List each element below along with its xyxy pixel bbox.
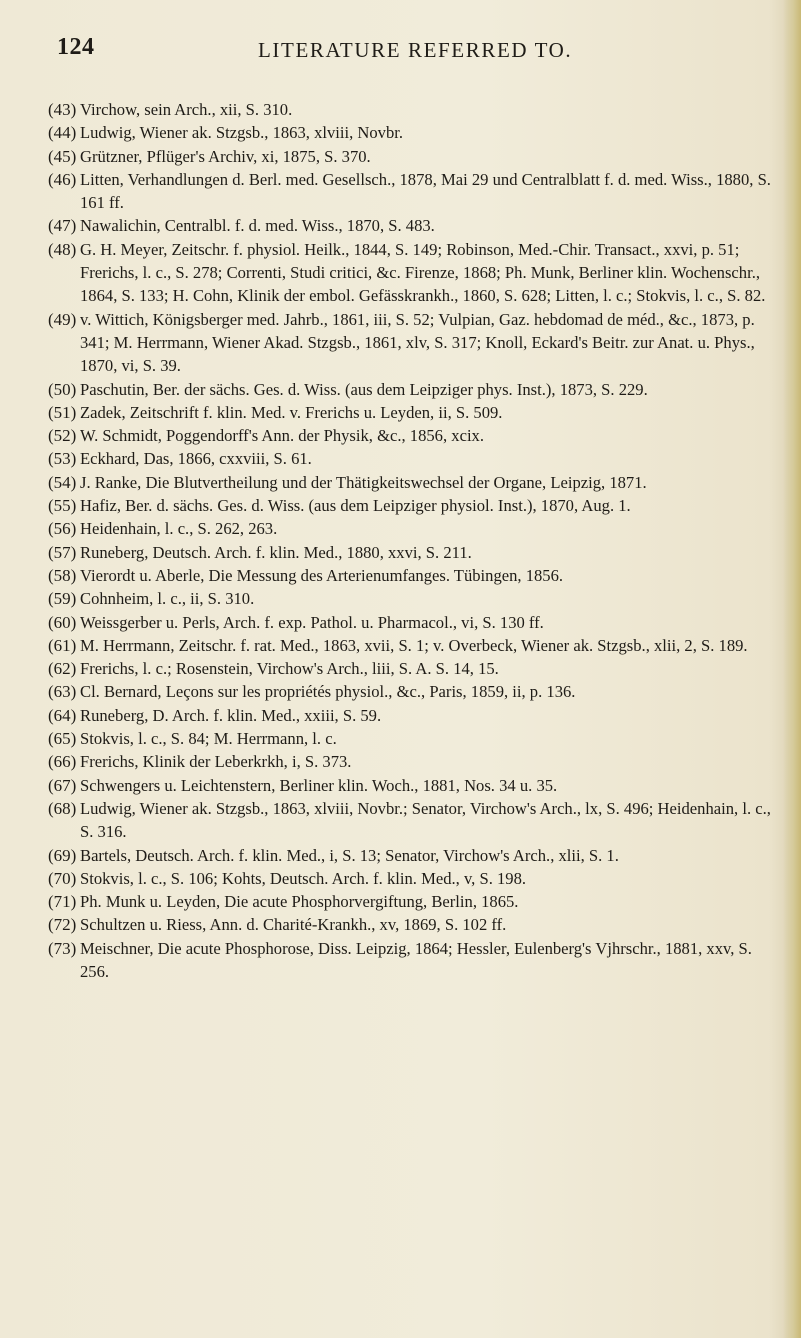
reference-entry	[48, 214, 783, 237]
reference-entry	[48, 471, 783, 494]
reference-entry	[48, 680, 783, 703]
reference-entry	[48, 750, 783, 773]
reference-text: Runeberg, D. Arch. f. klin. Med., xxiii, S. 59.	[80, 705, 382, 725]
reference-number: (52)	[48, 426, 77, 446]
reference-number: (45)	[48, 146, 77, 166]
reference-text: Grützner, Pflüger's Archiv, xi, 1875, S. 370.	[80, 146, 371, 166]
reference-text: v. Wittich, Königsberger med. Jahrb., 1861, iii, S. 52; Vulpian, Gaz. hebdomad de méd., &c., 1873, p. 341; M. Herrmann, Wiener Akad. Stzgsb., 1861, xlv, S. 317; Knoll, Eckard's Beitr. zur Anat. u. Phys., 1870, vi, S. 39.	[80, 309, 755, 376]
reference-entry	[48, 913, 783, 936]
reference-entry	[48, 564, 783, 587]
reference-text: Paschutin, Ber. der sächs. Ges. d. Wiss. (aus dem Leipziger phys. Inst.), 1873, S. 229.	[80, 379, 648, 399]
reference-number: (66)	[48, 752, 77, 772]
reference-text: Bartels, Deutsch. Arch. f. klin. Med., i, S. 13; Senator, Virchow's Arch., xlii, S. 1.	[80, 845, 619, 865]
reference-number: (43)	[48, 100, 77, 119]
page-header	[0, 34, 801, 74]
reference-text: Virchow, sein Arch., xii, S. 310.	[80, 100, 293, 119]
reference-text: Ph. Munk u. Leyden, Die acute Phosphorvergiftung, Berlin, 1865.	[80, 892, 519, 912]
reference-text: Runeberg, Deutsch. Arch. f. klin. Med., 1880, xxvi, S. 211.	[80, 542, 472, 562]
reference-text: Frerichs, l. c.; Rosenstein, Virchow's Arch., liii, S. A. S. 14, 15.	[80, 659, 499, 679]
reference-text: Frerichs, Klinik der Leberkrkh, i, S. 373.	[80, 752, 352, 772]
reference-text: Stokvis, l. c., S. 106; Kohts, Deutsch. Arch. f. klin. Med., v, S. 198.	[80, 868, 527, 888]
page-number: 124	[57, 34, 95, 60]
reference-number: (60)	[48, 612, 77, 632]
reference-entry	[48, 98, 783, 121]
reference-entry	[48, 657, 783, 680]
reference-text: M. Herrmann, Zeitschr. f. rat. Med., 1863, xvii, S. 1; v. Overbeck, Wiener ak. Stzgsb., xlii, 2, S. 189.	[80, 635, 748, 655]
reference-number: (65)	[48, 729, 77, 749]
reference-number: (62)	[48, 659, 77, 679]
reference-entry	[48, 494, 783, 517]
reference-entry	[48, 401, 783, 424]
reference-number: (46)	[48, 169, 77, 189]
reference-number: (49)	[48, 309, 77, 329]
page-edge	[783, 0, 801, 1338]
reference-entry	[48, 541, 783, 564]
reference-number: (50)	[48, 379, 77, 399]
reference-entry	[48, 844, 783, 867]
reference-text: Eckhard, Das, 1866, cxxviii, S. 61.	[80, 449, 312, 469]
reference-text: Cohnheim, l. c., ii, S. 310.	[80, 589, 255, 609]
reference-entry	[48, 774, 783, 797]
reference-number: (64)	[48, 705, 77, 725]
reference-number: (61)	[48, 635, 77, 655]
reference-entry	[48, 937, 783, 984]
reference-number: (51)	[48, 402, 77, 422]
reference-entry	[48, 145, 783, 168]
reference-text: Zadek, Zeitschrift f. klin. Med. v. Frerichs u. Leyden, ii, S. 509.	[80, 402, 503, 422]
reference-entry	[48, 168, 783, 215]
reference-text: Vierordt u. Aberle, Die Messung des Arterienumfanges. Tübingen, 1856.	[80, 565, 564, 585]
reference-text: Nawalichin, Centralbl. f. d. med. Wiss., 1870, S. 483.	[80, 216, 435, 236]
reference-number: (58)	[48, 565, 77, 585]
reference-number: (44)	[48, 123, 77, 143]
reference-entry	[48, 634, 783, 657]
reference-text: W. Schmidt, Poggendorff's Ann. der Physik, &c., 1856, xcix.	[80, 426, 484, 446]
reference-number: (71)	[48, 892, 77, 912]
reference-number: (72)	[48, 915, 77, 935]
reference-number: (47)	[48, 216, 77, 236]
reference-text: Stokvis, l. c., S. 84; M. Herrmann, l. c.	[80, 729, 337, 749]
reference-number: (57)	[48, 542, 77, 562]
reference-entry	[48, 238, 783, 308]
reference-text: Heidenhain, l. c., S. 262, 263.	[80, 519, 278, 539]
reference-number: (53)	[48, 449, 77, 469]
reference-entry	[48, 447, 783, 470]
reference-text: G. H. Meyer, Zeitschr. f. physiol. Heilk., 1844, S. 149; Robinson, Med.-Chir. Transact., xxvi, p. 51; Frerichs, l. c., S. 278; Correnti, Studi critici, &c. Firenze, 1868; Ph. Munk, Berliner klin. Wochenschr., 1864, S. 133; H. Cohn, Klinik der embol. Gefässkrankh., 1860, S. 628; Litten, l. c.; Stokvis, l. c., S. 82.	[80, 239, 766, 306]
reference-text: Litten, Verhandlungen d. Berl. med. Gesellsch., 1878, Mai 29 und Centralblatt f. d. med. Wiss., 1880, S. 161 ff.	[80, 169, 771, 213]
running-title: LITERATURE REFERRED TO.	[258, 38, 573, 62]
reference-text: Ludwig, Wiener ak. Stzgsb., 1863, xlviii, Novbr.; Senator, Virchow's Arch., lx, S. 496; Heidenhain, l. c., S. 316.	[80, 798, 771, 842]
reference-number: (55)	[48, 496, 77, 516]
reference-text: Ludwig, Wiener ak. Stzgsb., 1863, xlviii, Novbr.	[80, 123, 404, 143]
reference-entry	[48, 587, 783, 610]
reference-entry	[48, 797, 783, 844]
reference-number: (59)	[48, 589, 77, 609]
reference-entry	[48, 378, 783, 401]
reference-number: (63)	[48, 682, 77, 702]
reference-entry	[48, 517, 783, 540]
reference-entry	[48, 611, 783, 634]
reference-text: J. Ranke, Die Blutvertheilung und der Thätigkeitswechsel der Organe, Leipzig, 1871.	[80, 472, 647, 492]
reference-number: (67)	[48, 775, 77, 795]
reference-text: Schwengers u. Leichtenstern, Berliner klin. Woch., 1881, Nos. 34 u. 35.	[80, 775, 558, 795]
reference-list	[48, 98, 783, 983]
reference-text: Weissgerber u. Perls, Arch. f. exp. Pathol. u. Pharmacol., vi, S. 130 ff.	[80, 612, 544, 632]
reference-text: Hafiz, Ber. d. sächs. Ges. d. Wiss. (aus dem Leipziger physiol. Inst.), 1870, Aug. 1.	[80, 496, 631, 516]
reference-number: (68)	[48, 798, 77, 818]
reference-entry	[48, 121, 783, 144]
reference-text: Cl. Bernard, Leçons sur les propriétés physiol., &c., Paris, 1859, ii, p. 136.	[80, 682, 576, 702]
reference-text: Meischner, Die acute Phosphorose, Diss. Leipzig, 1864; Hessler, Eulenberg's Vjhrschr., 1881, xxv, S. 256.	[80, 938, 752, 981]
reference-entry	[48, 890, 783, 913]
reference-entry	[48, 867, 783, 890]
reference-number: (48)	[48, 239, 77, 259]
reference-entry	[48, 704, 783, 727]
reference-number: (70)	[48, 868, 77, 888]
reference-entry	[48, 308, 783, 378]
reference-number: (69)	[48, 845, 77, 865]
reference-text: Schultzen u. Riess, Ann. d. Charité-Krankh., xv, 1869, S. 102 ff.	[80, 915, 507, 935]
reference-number: (56)	[48, 519, 77, 539]
reference-number: (73)	[48, 938, 77, 958]
reference-entry	[48, 424, 783, 447]
reference-entry	[48, 727, 783, 750]
reference-number: (54)	[48, 472, 77, 492]
